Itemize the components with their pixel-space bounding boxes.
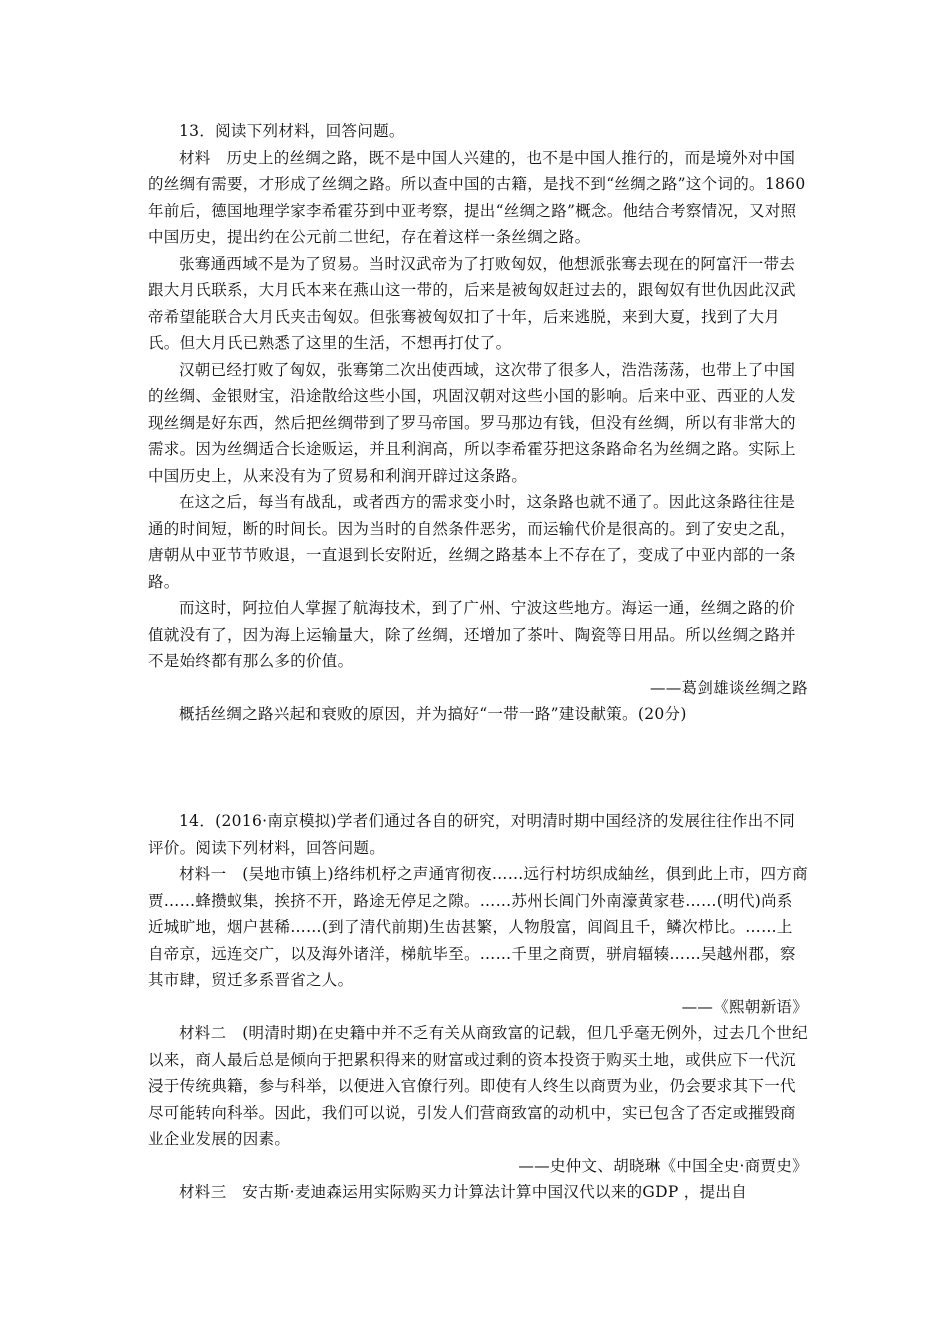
question-13-title: 13．阅读下列材料，回答问题。 bbox=[179, 122, 405, 140]
material-one-source: ——《熙朝新语》 bbox=[681, 997, 808, 1016]
material-paragraph: 张骞通西域不是为了贸易。当时汉武帝为了打败匈奴，他想派张骞去现在的阿富汗一带去跟大月氏联系，大月氏本来在燕山这一带的，后来是被匈奴赶过去的，跟匈奴有世仇因此汉武帝希望能联合大月氏夹击匈奴。但张骞被匈奴扣了十年，后来逃脱，来到大夏，找到了大月氏。但大月氏已熟悉了这里的生活，不想再打仗了。 bbox=[148, 254, 796, 352]
material-two: 材料二 (明清时期)在史籍中并不乏有关从商致富的记载，但几乎毫无例外，过去几个世纪以来，商人最后总是倾向于把累积得来的财富或过剩的资本投资于购买土地，或供应下一代沉浸于传统典籍，参与科举，以便进入官僚行列。即使有人终生以商贾为业，仍会要求其下一代尽可能转向科举。因此，我们可以说，引发人们营商致富的动机中，实已包含了否定或摧毁商业企业发展的因素。 bbox=[148, 1024, 808, 1148]
question-13 bbox=[148, 118, 808, 728]
question-14 bbox=[148, 808, 808, 1206]
question-14-intro: 14．(2016·南京模拟)学者们通过各自的研究，对明清时期中国经济的发展往往作出不同评价。阅读下列材料，回答问题。 bbox=[148, 812, 796, 857]
material-paragraph: 汉朝已经打败了匈奴，张骞第二次出使西域，这次带了很多人，浩浩荡荡，也带上了中国的丝绸、金银财宝，沿途散给这些小国，巩固汉朝对这些小国的影响。后来中亚、西亚的人发现丝绸是好东西，然后把丝绸带到了罗马帝国。罗马那边有钱，但没有丝绸，所以有非常大的需求。因为丝绸适合长途贩运，并且利润高，所以李希霍芬把这条路命名为丝绸之路。实际上中国历史上，从来没有为了贸易和利润开辟过这条路。 bbox=[148, 360, 796, 485]
question-13-prompt: 概括丝绸之路兴起和衰败的原因，并为搞好“一带一路”建设献策。(20分) bbox=[179, 705, 687, 723]
material-two-source: ——史仲文、胡晓琳《中国全史·商贾史》 bbox=[518, 1156, 808, 1175]
material-source: ——葛剑雄谈丝绸之路 bbox=[649, 678, 808, 697]
material-paragraph: 而这时，阿拉伯人掌握了航海技术，到了广州、宁波这些地方。海运一通，丝绸之路的价值就没有了，因为海上运输量大，除了丝绸，还增加了茶叶、陶瓷等日用品。所以丝绸之路并不是始终都有那么多的价值。 bbox=[148, 599, 796, 670]
material-paragraph: 材料 历史上的丝绸之路，既不是中国人兴建的，也不是中国人推行的，而是境外对中国的丝绸有需要，才形成了丝绸之路。所以查中国的古籍，是找不到“丝绸之路”这个词的。1860年前后，德国地理学家李希霍芬到中亚考察，提出“丝绸之路”概念。他结合考察情况，又对照中国历史，提出约在公元前二世纪，存在着这样一条丝绸之路。 bbox=[148, 148, 806, 246]
material-one: 材料一 (吴地市镇上)络纬机杼之声通宵彻夜……远行村坊织成紬丝，俱到此上市，四方商贾……蜂攒蚁集，挨挤不开，路途无停足之隙。……苏州长阊门外南濠黄家巷……(明代)尚系近城旷地，烟户甚稀……(到了清代前期)生齿甚繁，人物殷富，闾阎且千，鳞次栉比。……上自帝京，远连交广，以及海外诸洋，梯航毕至。……千里之商贾，骈肩辐辏……吴越州郡，察其市肆，贸迁多系晋省之人。 bbox=[148, 865, 808, 989]
material-three: 材料三 安古斯·麦迪森运用实际购买力计算法计算中国汉代以来的GDP ，提出自 bbox=[179, 1183, 747, 1201]
material-paragraph: 在这之后，每当有战乱，或者西方的需求变小时，这条路也就不通了。因此这条路往往是通的时间短，断的时间长。因为当时的自然条件恶劣，而运输代价是很高的。到了安史之乱，唐朝从中亚节节败退，一直退到长安附近，丝绸之路基本上不存在了，变成了中亚内部的一条路。 bbox=[148, 493, 796, 591]
